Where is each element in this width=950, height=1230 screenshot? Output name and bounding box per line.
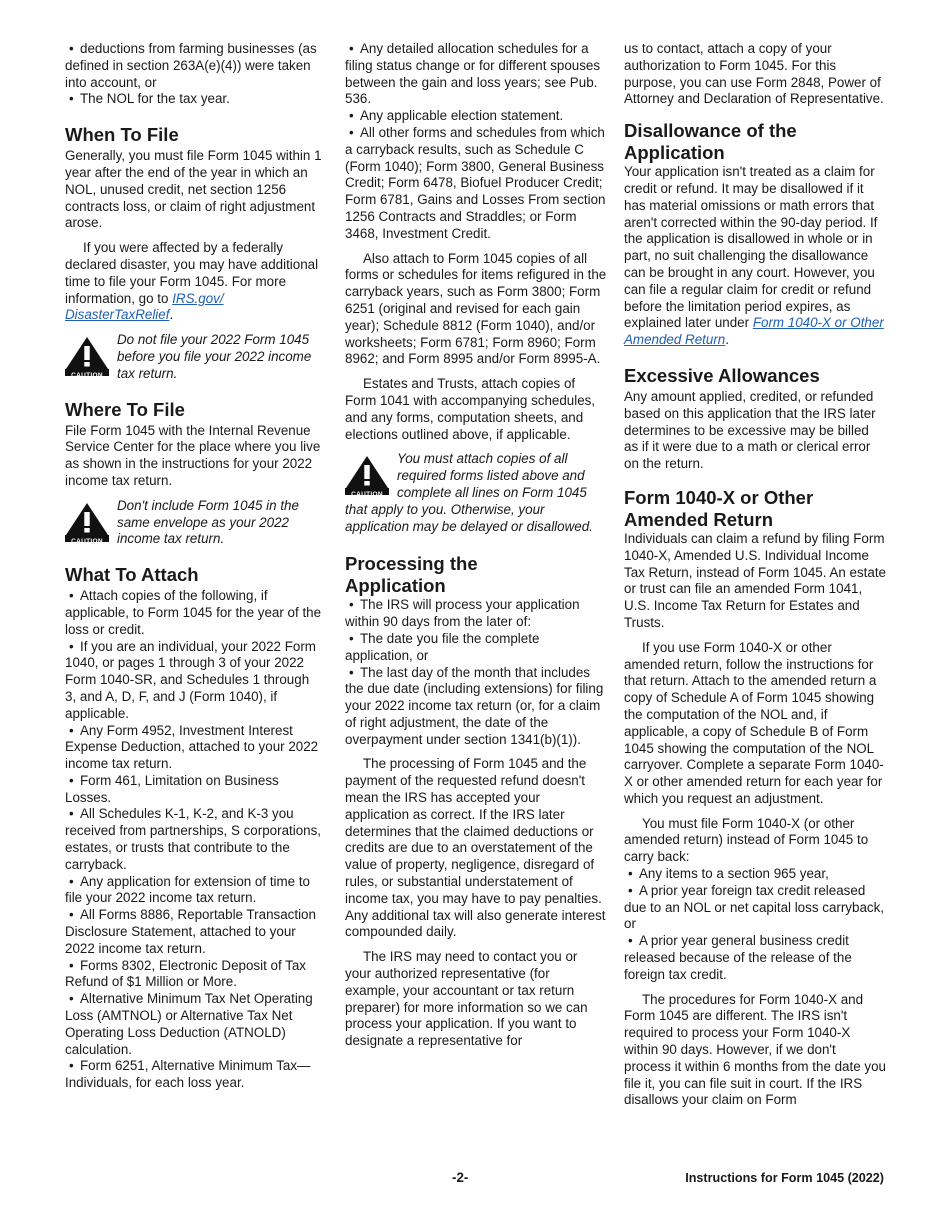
when-to-file-heading: When To File bbox=[65, 124, 179, 146]
list-item: • Forms 8302, Electronic Deposit of Tax Refund of $1 Million or More. bbox=[65, 958, 323, 992]
list-item: • A prior year foreign tax credit released due to an NOL or net capital loss carryback, or bbox=[624, 883, 886, 933]
paragraph: Generally, you must file Form 1045 within 1 year after the end of the year in which an NOL, unused credit, net section 1256 contracts loss, or claim of right adjustment arose. bbox=[65, 148, 322, 231]
paragraph: • Attach copies of the following, if applicable, to Form 1045 for the year of the loss or credit. bbox=[65, 588, 323, 638]
column-middle bbox=[345, 41, 607, 1058]
caution-note bbox=[65, 332, 323, 382]
page-number: -2- bbox=[452, 1170, 469, 1185]
paragraph: The procedures for Form 1040-X and Form 1045 are different. The IRS isn't required to process your Form 1040-X within 90 days. However, if we don't process it within 6 months from the date you file it, you can file suit in court. If the IRS disallows your claim on Form bbox=[624, 991, 886, 1108]
list-item: • A prior year general business credit released because of the release of the foreign tax credit. bbox=[624, 933, 886, 983]
amended-return-heading: Form 1040-X or Other Amended Return bbox=[624, 486, 814, 530]
caution-icon bbox=[65, 502, 109, 545]
paragraph: Your application isn't treated as a claim for credit or refund. It may be disallowed if it has material omissions or math errors that aren't corrected within the 90-day period. If the application is disallowed in whole or in part, no suit challenging the disallowance can be brought in any court. However, you can file a regular claim for credit or refund before the limitation period expires, as explained later under Form 1040-X or Other Amended Return. bbox=[624, 164, 884, 348]
paragraph: Individuals can claim a refund by filing Form 1040-X, Amended U.S. Individual Income Tax Return, instead of Form 1045. An estate or trust can file an amended Form 1041, U.S. Income Tax Return for Estates and Trusts. bbox=[624, 530, 887, 630]
document-title: Instructions for Form 1045 (2022) bbox=[685, 1171, 884, 1185]
column-left bbox=[65, 41, 323, 1092]
paragraph: Estates and Trusts, attach copies of Form 1041 with accompanying schedules, and any forms, computation sheets, and elections outlined above, if applicable. bbox=[345, 376, 596, 442]
list-item: • The NOL for the tax year. bbox=[65, 91, 323, 108]
where-to-file-heading: Where To File bbox=[65, 398, 185, 420]
form-1040x-link[interactable]: Form 1040-X or Other Amended Return bbox=[624, 315, 884, 348]
caution-label: CAUTION bbox=[71, 371, 103, 379]
processing-heading: Processing the Application bbox=[345, 553, 478, 597]
list-item: • Any Form 4952, Investment Interest Expense Deduction, attached to your 2022 income tax return. bbox=[65, 723, 323, 773]
paragraph: Any amount applied, credited, or refunded based on this application that the IRS later determines to be excessive may be billed as if it were due to a math or clerical error on the return. bbox=[624, 388, 876, 472]
caution-text: Do not file your 2022 Form 1045 before you file your 2022 income tax return. bbox=[117, 332, 312, 381]
caution-note bbox=[345, 451, 607, 535]
list-item: • If you are an individual, your 2022 Form 1040, or pages 1 through 3 of your 2022 Form 1040-SR, and Schedules 1 through 3, and A, D, F, and J (Form 1040), if applicable. bbox=[65, 639, 323, 723]
caution-label: CAUTION bbox=[71, 537, 103, 545]
list-item: • Form 461, Limitation on Business Losses. bbox=[65, 773, 323, 807]
list-item: • Any application for extension of time to file your 2022 income tax return. bbox=[65, 874, 323, 908]
caution-text: Don't include Form 1045 in the same envelope as your 2022 income tax return. bbox=[117, 497, 299, 547]
list-item: • Any items to a section 965 year, bbox=[624, 866, 886, 883]
paragraph: The processing of Form 1045 and the payment of the requested refund doesn't mean the IRS has accepted your application as correct. If the IRS later determines that the claimed deductions or credits are due to an overstatement of the value of property, negligence, disregard of rules, or substantial understatement of income tax, you may have to pay penalties. Any additional tax will also generate interest compounded daily. bbox=[345, 756, 606, 940]
paragraph: The IRS may need to contact you or your authorized representative (for example, your accountant or tax return preparer) for more information so we can process your application. If you want to designate a representative for bbox=[345, 949, 588, 1049]
caution-note bbox=[65, 498, 323, 548]
list-item: • All other forms and schedules from which a carryback results, such as Schedule C (Form 1040); Form 3800, General Business Credit; Form 6478, Biofuel Producer Credit; Form 6781, Gains and Losses From section 1256 Contracts and Straddles; or Form 3468, Investment Credit. bbox=[345, 125, 607, 243]
list-item: • Any applicable election statement. bbox=[345, 108, 607, 125]
list-item: • The last day of the month that includes the due date (including extensions) for filing your 2022 income tax return (or, for a claim of right adjustment, the date of the overpayment under section 1341(b)(1)). bbox=[345, 665, 607, 749]
list-item: • Alternative Minimum Tax Net Operating Loss (AMTNOL) or Alternative Tax Net Operating Loss Deduction (ATNOLD) calculation. bbox=[65, 991, 323, 1058]
paragraph: If you were affected by a federally declared disaster, you may have additional time to file your Form 1045. For more information, go to IRS.gov/ DisasterTaxRelief. bbox=[65, 240, 319, 323]
paragraph: If you use Form 1040-X or other amended return, follow the instructions for that return. Attach to the amended return a copy of Schedule A of Form 1045 showing the computation of the NOL and, if applicable, a copy of Schedule B of Form 1045 showing the computation of the NOL carryover. Complete a separate Form 1040-X or other amended return for each year for which you request an adjustment. bbox=[624, 639, 884, 806]
disallowance-heading: Disallowance of the Application bbox=[624, 120, 797, 164]
column-right bbox=[624, 41, 886, 1117]
paragraph: You must file Form 1040-X (or other amended return) instead of Form 1045 to carry back: bbox=[624, 815, 869, 865]
list-item: • Any detailed allocation schedules for a filing status change or for different spouses between the gain and loss years; see Pub. 536. bbox=[345, 41, 607, 108]
list-item: • Form 6251, Alternative Minimum Tax—Individuals, for each loss year. bbox=[65, 1058, 323, 1092]
paragraph: Also attach to Form 1045 copies of all forms or schedules for items refigured in the carryback years, such as Form 3800; Form 6251 (original and revised for each gain year); Schedule 8812 (Form 1040), and/or worksheets; Form 6781; Form 8960; Form 8962; and Form 8995 and/or Form 8995-A. bbox=[345, 250, 607, 367]
what-to-attach-heading: What To Attach bbox=[65, 564, 199, 586]
caution-icon bbox=[65, 336, 109, 379]
intro-text: • deductions from farming businesses (as defined in section 263A(e)(4)) were taken into account, or bbox=[65, 41, 323, 91]
paragraph: • The IRS will process your application within 90 days from the later of: bbox=[345, 597, 607, 631]
caution-text: You must attach copies of all required forms listed above and complete all lines on Form 1045 that apply to you. Otherwise, your application may be delayed or disallowed. bbox=[345, 451, 593, 534]
paragraph: us to contact, attach a copy of your authorization to Form 1045. For this purpose, you can use Form 2848, Power of Attorney and Declaration of Representative. bbox=[624, 41, 884, 107]
caution-icon bbox=[345, 455, 389, 498]
caution-label: CAUTION bbox=[351, 491, 383, 499]
disaster-relief-link[interactable]: IRS.gov/ DisasterTaxRelief bbox=[65, 290, 224, 323]
list-item: • All Schedules K-1, K-2, and K-3 you received from partnerships, S corporations, estates, or trusts that contribute to the carryback. bbox=[65, 806, 323, 873]
list-item: • All Forms 8886, Reportable Transaction Disclosure Statement, attached to your 2022 income tax return. bbox=[65, 907, 323, 957]
excessive-allowances-heading: Excessive Allowances bbox=[624, 364, 820, 386]
paragraph: File Form 1045 with the Internal Revenue Service Center for the place where you live as shown in the instructions for your 2022 income tax return. bbox=[65, 422, 321, 488]
list-item: • The date you file the complete application, or bbox=[345, 631, 607, 665]
